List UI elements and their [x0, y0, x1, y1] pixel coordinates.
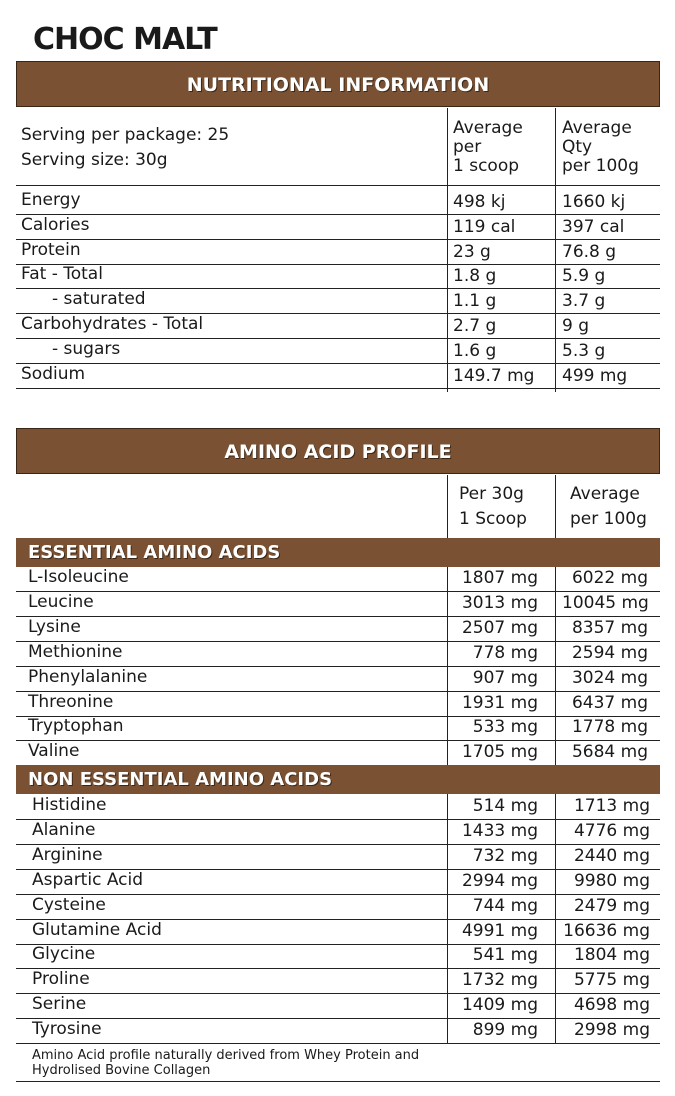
nutrition-col-divider — [555, 108, 556, 392]
serving-per-package: Serving per package: 25 — [21, 125, 230, 145]
amino-row-divider — [16, 819, 660, 820]
amino-per-scoop: 3013 mg — [461, 592, 538, 613]
nutrient-per-scoop: 1.8 g — [453, 266, 497, 287]
amino-per-scoop: 4991 mg — [461, 920, 538, 941]
nutrient-label: Energy — [21, 190, 81, 210]
amino-per-scoop: 2994 mg — [461, 870, 538, 891]
amino-per-scoop: 1732 mg — [461, 970, 538, 991]
amino-label: Arginine — [32, 844, 103, 865]
amino-row-divider — [16, 591, 660, 592]
nutrient-label: Sodium — [21, 363, 86, 384]
nutrient-per-scoop: 2.7 g — [453, 316, 497, 336]
amino-per-scoop: 541 mg — [472, 945, 538, 966]
nutrient-per-100g: 3.7 g — [562, 291, 606, 312]
amino-label: Leucine — [28, 591, 94, 612]
amino-per-100g: 5684 mg — [571, 742, 648, 763]
essential-header: ESSENTIAL AMINO ACIDS — [16, 538, 660, 567]
amino-label: Aspartic Acid — [32, 869, 144, 890]
amino-label: Cysteine — [32, 894, 106, 915]
nutrient-label: Fat - Total — [21, 264, 103, 285]
amino-per-100g: 2440 mg — [573, 845, 650, 866]
amino-per-scoop: 1705 mg — [461, 742, 538, 763]
nutrition-col2-header: Qty — [562, 137, 593, 157]
amino-row-divider — [16, 1043, 660, 1044]
amino-per-scoop: 1807 mg — [461, 568, 538, 588]
nutrition-header-bar — [16, 61, 660, 107]
amino-per-scoop: 1433 mg — [461, 820, 538, 841]
amino-label: Tryptophan — [28, 716, 124, 737]
amino-per-100g: 1713 mg — [573, 796, 650, 816]
amino-label: Phenylalanine — [28, 666, 148, 687]
nutrient-per-100g: 1660 kj — [562, 192, 626, 212]
amino-label: Glycine — [32, 944, 96, 965]
amino-label: Glutamine Acid — [32, 919, 162, 940]
amino-per-scoop: 778 mg — [472, 642, 538, 663]
amino-per-100g: 4776 mg — [573, 820, 650, 841]
amino-per-100g: 2998 mg — [573, 1020, 650, 1041]
nutrient-per-scoop: 149.7 mg — [453, 365, 535, 386]
product-title: CHOC MALT — [33, 22, 217, 57]
nutrient-per-100g: 9 g — [562, 316, 590, 336]
nutrition-col2-header: per 100g — [562, 156, 639, 176]
nutrient-per-100g: 5.3 g — [562, 340, 606, 361]
amino-per-100g: 1778 mg — [571, 717, 648, 738]
amino-label: L-Isoleucine — [28, 567, 129, 587]
nutrient-label: - sugars — [52, 338, 121, 359]
serving-size: Serving size: 30g — [21, 150, 168, 170]
nutrient-row-divider — [16, 363, 660, 364]
nutrient-per-scoop: 1.6 g — [453, 340, 497, 361]
amino-per-100g: 16636 mg — [563, 920, 650, 941]
footnote: Hydrolised Bovine Collagen — [32, 1063, 211, 1078]
amino-row-divider — [16, 616, 660, 617]
nutrition-col1-header: Average — [453, 118, 523, 138]
amino-per-100g: 3024 mg — [571, 667, 648, 688]
nutrient-per-scoop: 23 g — [453, 241, 491, 262]
amino-per-scoop: 732 mg — [472, 845, 538, 866]
nutrition-header-divider — [16, 185, 660, 186]
amino-per-100g: 10045 mg — [562, 592, 649, 613]
amino-per-scoop: 1409 mg — [461, 995, 538, 1016]
amino-per-scoop: 2507 mg — [461, 617, 538, 638]
amino-col2-header: Average — [570, 484, 640, 504]
nutrition-col2-header: Average — [562, 118, 632, 138]
footnote-divider — [16, 1081, 660, 1082]
nutrient-label: - saturated — [52, 289, 146, 310]
amino-per-scoop: 907 mg — [472, 667, 538, 688]
amino-per-100g: 5775 mg — [573, 970, 650, 991]
nutrient-per-100g: 76.8 g — [562, 241, 617, 262]
nutrient-per-scoop: 119 cal — [453, 216, 516, 237]
amino-row-divider — [16, 1018, 660, 1019]
amino-row-divider — [16, 740, 660, 741]
amino-per-100g: 1804 mg — [573, 945, 650, 966]
amino-label: Valine — [28, 741, 80, 762]
amino-per-100g: 2594 mg — [571, 642, 648, 663]
nutrient-label: Carbohydrates - Total — [21, 314, 204, 334]
amino-header-bar — [16, 428, 660, 474]
nutrition-header: NUTRITIONAL INFORMATION — [16, 61, 660, 107]
amino-label: Tyrosine — [32, 1019, 102, 1040]
amino-label: Threonine — [28, 691, 114, 712]
amino-per-scoop: 744 mg — [472, 895, 538, 916]
amino-row-divider — [16, 968, 660, 969]
nutrition-col1-header: 1 scoop — [453, 156, 520, 176]
nutrient-per-scoop: 498 kj — [453, 192, 506, 212]
amino-label: Methionine — [28, 641, 123, 662]
nutrient-row-divider — [16, 264, 660, 265]
footnote: Amino Acid profile naturally derived from Whey Protein and — [32, 1048, 420, 1063]
non-essential-header: NON ESSENTIAL AMINO ACIDS — [16, 765, 660, 794]
amino-row-divider — [16, 894, 660, 895]
amino-row-divider — [16, 844, 660, 845]
amino-label: Proline — [32, 969, 90, 990]
nutrition-col1-header: per — [453, 137, 482, 157]
nutrient-per-scoop: 1.1 g — [453, 291, 497, 312]
amino-col1-header: Per 30g — [459, 484, 524, 504]
amino-per-scoop: 533 mg — [472, 717, 538, 738]
amino-per-100g: 8357 mg — [571, 617, 648, 638]
amino-label: Alanine — [32, 819, 96, 840]
nutrient-label: Protein — [21, 239, 81, 260]
amino-col1-header: 1 Scoop — [459, 509, 527, 529]
amino-label: Histidine — [32, 795, 107, 815]
nutrient-per-100g: 397 cal — [562, 216, 625, 237]
nutrient-row-divider — [16, 239, 660, 240]
nutrient-per-100g: 499 mg — [562, 365, 628, 386]
amino-row-divider — [16, 993, 660, 994]
amino-col2-header: per 100g — [570, 509, 647, 529]
nutrition-col-divider — [447, 108, 448, 392]
amino-per-scoop: 1931 mg — [461, 692, 538, 713]
nutrient-label: Calories — [21, 214, 90, 235]
nutrient-row-divider — [16, 214, 660, 215]
amino-per-100g: 9980 mg — [573, 870, 650, 891]
amino-label: Lysine — [28, 616, 81, 637]
nutrient-per-100g: 5.9 g — [562, 266, 606, 287]
amino-per-scoop: 514 mg — [472, 796, 538, 816]
amino-header: AMINO ACID PROFILE — [16, 428, 660, 474]
amino-per-100g: 2479 mg — [573, 895, 650, 916]
amino-per-100g: 4698 mg — [573, 995, 650, 1016]
amino-per-100g: 6022 mg — [571, 568, 648, 588]
nutrient-row-divider — [16, 388, 660, 389]
amino-row-divider — [16, 944, 660, 945]
amino-label: Serine — [32, 994, 87, 1015]
amino-per-100g: 6437 mg — [571, 692, 648, 713]
amino-per-scoop: 899 mg — [472, 1020, 538, 1041]
